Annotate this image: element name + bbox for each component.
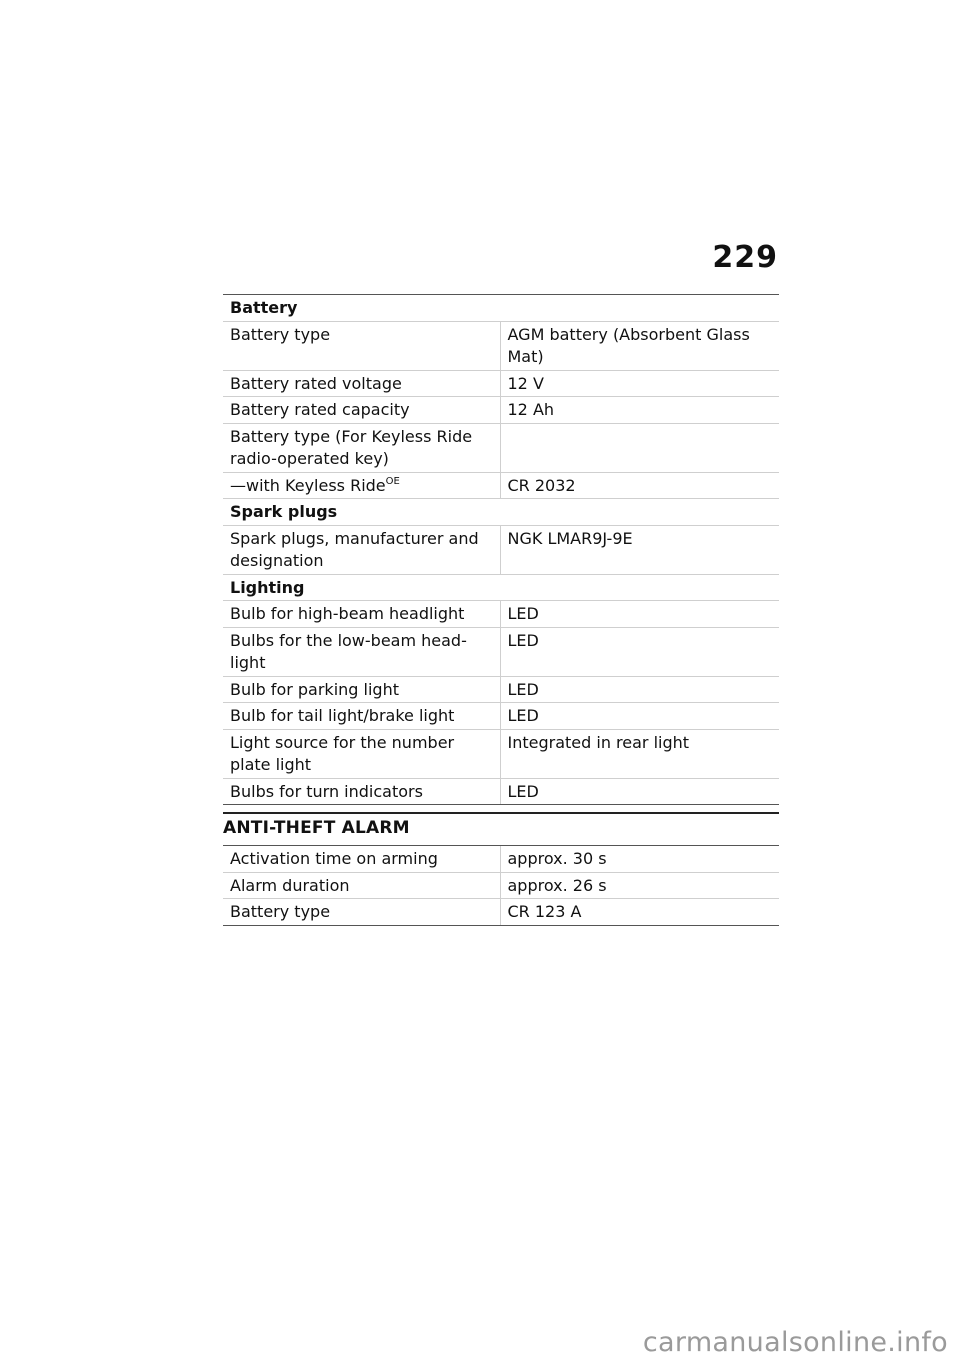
spec-label: Alarm duration xyxy=(223,872,500,899)
spec-value: Integrated in rear light xyxy=(500,729,779,778)
section-header-lighting xyxy=(223,574,779,601)
table-row xyxy=(223,525,779,574)
table-row xyxy=(223,370,779,397)
spec-value: CR 123 A xyxy=(500,899,779,926)
section-title-spark-plugs: Spark plugs xyxy=(223,499,779,526)
spec-value: 12 V xyxy=(500,370,779,397)
spec-label: Bulbs for the low-beam head-light xyxy=(223,627,500,676)
spec-label: Battery type xyxy=(223,899,500,926)
table-row xyxy=(223,729,779,778)
spec-label: Battery type xyxy=(223,321,500,370)
spec-value: approx. 30 s xyxy=(500,846,779,873)
watermark: carmanualsonline.info xyxy=(642,1327,948,1358)
table-row xyxy=(223,472,779,499)
spec-value: LED xyxy=(500,627,779,676)
spec-label xyxy=(223,472,500,499)
spec-label: Bulbs for turn indicators xyxy=(223,778,500,805)
spec-value: AGM battery (Absorbent Glass Mat) xyxy=(500,321,779,370)
anti-theft-table xyxy=(223,845,779,926)
section-header-battery xyxy=(223,295,779,322)
spec-value xyxy=(500,423,779,472)
table-row xyxy=(223,321,779,370)
spec-label: Bulb for parking light xyxy=(223,676,500,703)
spec-value: LED xyxy=(500,601,779,628)
spec-label: Battery rated capacity xyxy=(223,397,500,424)
table-row xyxy=(223,601,779,628)
table-row xyxy=(223,627,779,676)
spec-value: 12 Ah xyxy=(500,397,779,424)
spec-label: Activation time on arming xyxy=(223,846,500,873)
table-row xyxy=(223,846,779,873)
section-title-battery: Battery xyxy=(223,295,779,322)
spec-label: Battery rated voltage xyxy=(223,370,500,397)
spec-value: LED xyxy=(500,676,779,703)
section-header-spark-plugs xyxy=(223,499,779,526)
table-row xyxy=(223,423,779,472)
table-row xyxy=(223,778,779,805)
table-row xyxy=(223,872,779,899)
table-row xyxy=(223,703,779,730)
spec-label: Spark plugs, manufacturer and designation xyxy=(223,525,500,574)
section-title-lighting: Lighting xyxy=(223,574,779,601)
spec-value: NGK LMAR9J-9E xyxy=(500,525,779,574)
spec-label: Bulb for tail light/brake light xyxy=(223,703,500,730)
spec-label: Light source for the number plate light xyxy=(223,729,500,778)
table-row xyxy=(223,397,779,424)
table-row xyxy=(223,676,779,703)
spec-label-text: —with Keyless Ride xyxy=(230,475,386,495)
technical-data-table xyxy=(223,294,779,805)
option-superscript: OE xyxy=(385,475,400,487)
table-row xyxy=(223,899,779,926)
spec-label: Battery type (For Keyless Ride radio-operated key) xyxy=(223,423,500,472)
section-title-anti-theft-alarm: ANTI-THEFT ALARM xyxy=(223,812,779,838)
spec-value: LED xyxy=(500,778,779,805)
spec-label: Bulb for high-beam headlight xyxy=(223,601,500,628)
spec-value: approx. 26 s xyxy=(500,872,779,899)
page-number: 229 xyxy=(712,240,778,275)
spec-value: CR 2032 xyxy=(500,472,779,499)
spec-value: LED xyxy=(500,703,779,730)
